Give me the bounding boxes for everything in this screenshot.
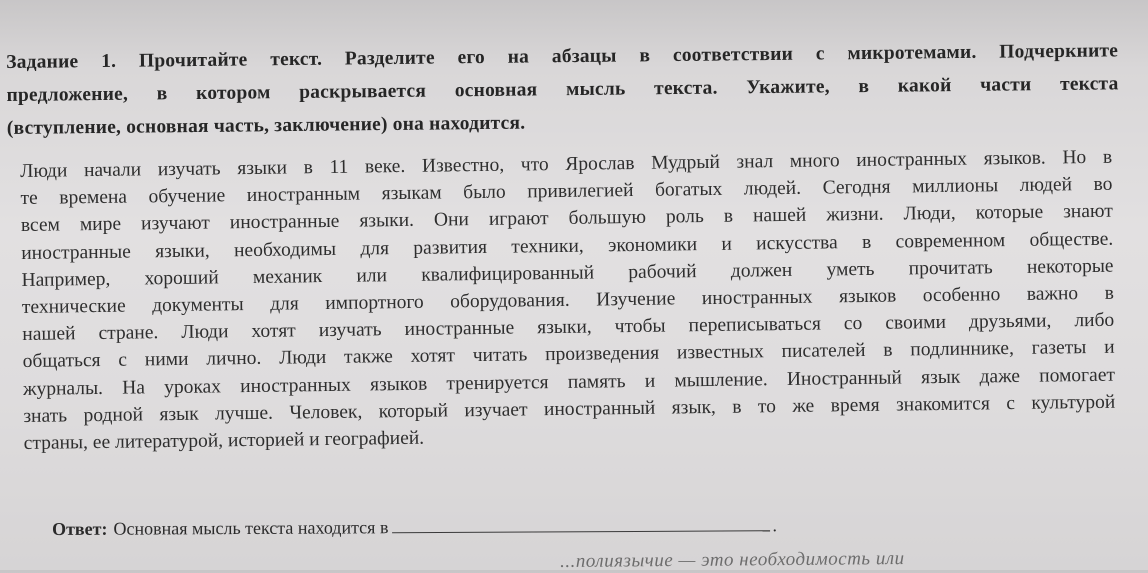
answer-row (52, 514, 777, 540)
reading-text (20, 144, 1116, 458)
answer-blank-line[interactable] (392, 514, 770, 533)
text-line: знать родной язык лучше. Человек, который изучает иностранный язык, в то же время знакомится с культурой (23, 391, 1116, 427)
answer-label: Ответ: (52, 518, 108, 539)
text-line: Например, хороший механик или квалифицированный рабочий должен уметь прочитать некоторые (21, 255, 1114, 291)
text-line: журналы. На уроках иностранных языков тренируется память и мышление. Иностранный язык даже помогает (22, 364, 1116, 400)
text-line: Люди начали изучать языки в 11 веке. Известно, что Ярослав Мудрый знал много иностранных языков. Но в (20, 146, 1113, 182)
text-line: страны, ее литературой, историей и географией. (23, 427, 425, 455)
answer-end-dot: . (772, 515, 777, 536)
task-line: предложение, в котором раскрывается основная мысль текста. Укажите, в какой части текста (6, 73, 1119, 106)
text-line: нашей стране. Люди хотят изучать иностранные языки, чтобы переписываться со своими друзьями, либо (22, 309, 1115, 346)
text-line: всем мире изучают иностранные языки. Они играют большую роль в нашей жизни. Люди, которые знают (20, 201, 1113, 237)
text-line: общаться с ними лично. Люди также хотят читать произведения известных писателей в подлиннике, газеты и (22, 337, 1115, 373)
task-heading (6, 34, 1119, 145)
text-line: технические документы для импортного оборудования. Изучение иностранных языков особенно важно в (21, 282, 1115, 319)
task-line: Задание 1. Прочитайте текст. Разделите его на абзацы в соответствии с микротемами. Подчеркните (6, 40, 1119, 73)
task-line: (вступление, основная часть, заключение) она находится. (6, 112, 526, 139)
text-line: иностранные языки, необходимы для развития техники, экономики и искусства в современном обществе. (21, 228, 1114, 264)
next-task-fragment: ...полиязычие — это необходимость или (560, 547, 905, 572)
answer-prompt: Основная мысль текста находится в (113, 517, 389, 539)
text-line: те времена обучение иностранным языкам было привилегией богатых людей. Сегодня миллионы людей во (20, 173, 1113, 210)
